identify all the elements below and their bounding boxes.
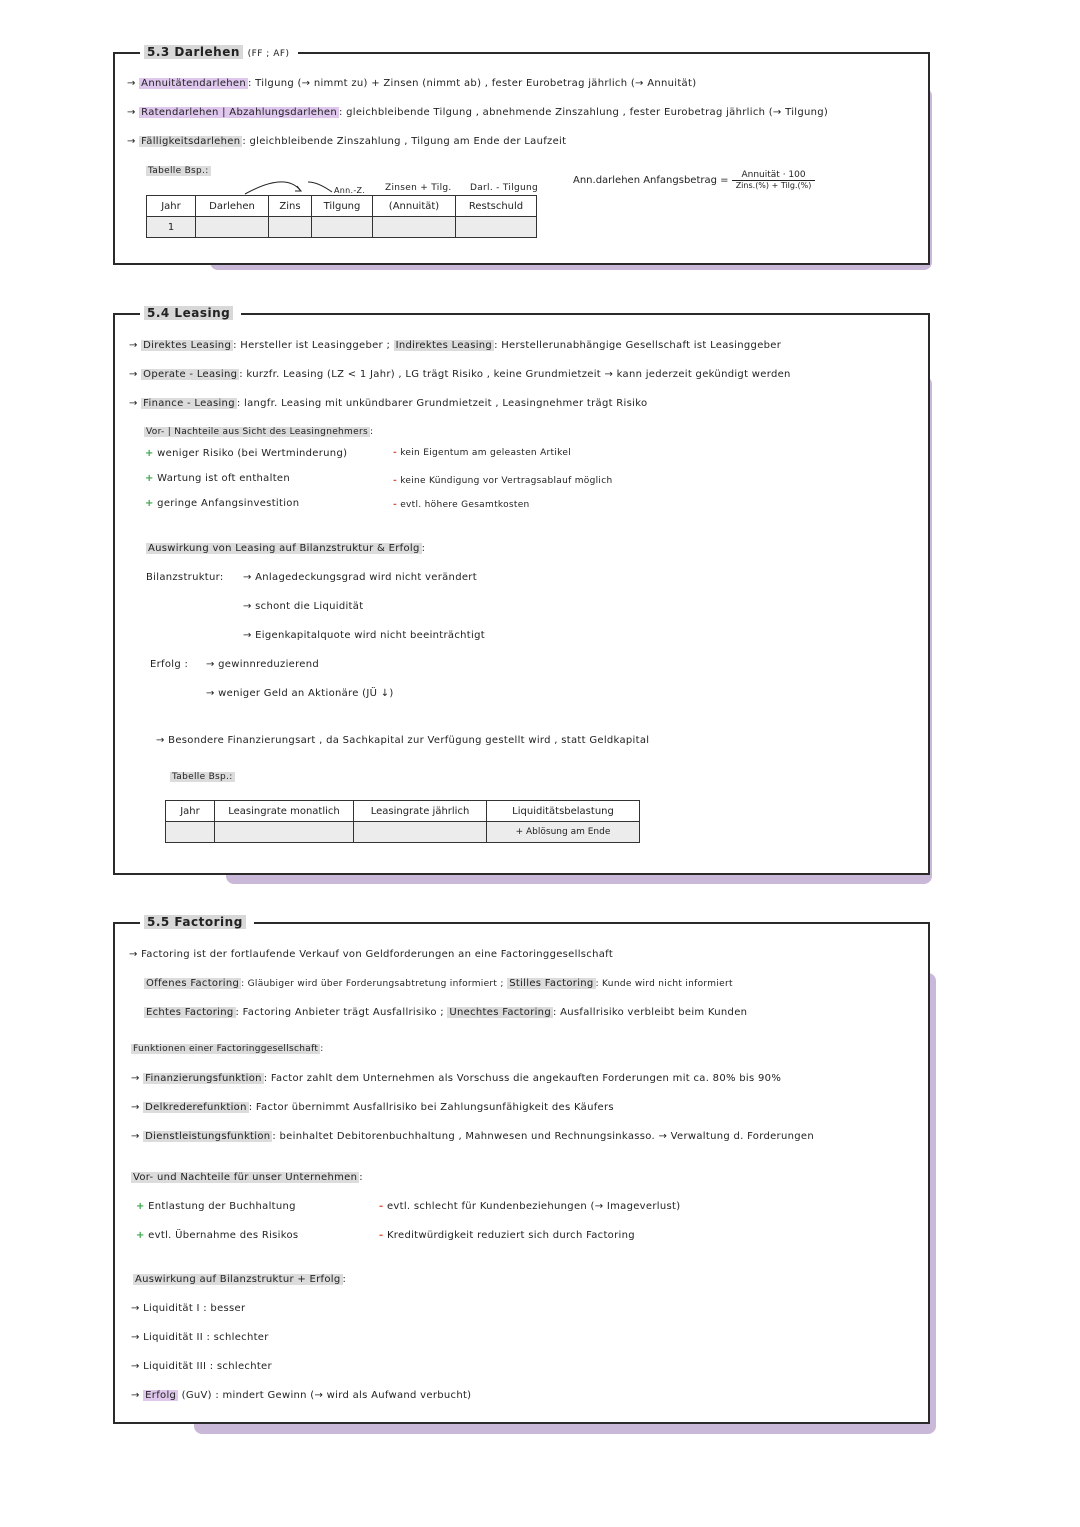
pro-text: Wartung ist oft enthalten bbox=[157, 473, 290, 484]
cell bbox=[456, 217, 537, 238]
term: Ratendarlehen | Abzahlungsdarlehen bbox=[141, 107, 337, 118]
pro-item: + Entlastung der Buchhaltung bbox=[136, 1201, 296, 1212]
subheading-text: Auswirkung auf Bilanzstruktur + Erfolg bbox=[135, 1274, 341, 1285]
subheading-text: Funktionen einer Factoringgesellschaft bbox=[133, 1044, 319, 1054]
bilanz-item: → Anlagedeckungsgrad wird nicht verändert bbox=[243, 572, 477, 583]
term: Offenes Factoring bbox=[146, 978, 240, 989]
erfolg-label: Erfolg : bbox=[150, 659, 189, 670]
con-text: Kreditwürdigkeit reduziert sich durch Factoring bbox=[386, 1230, 635, 1241]
factoring-type-line bbox=[144, 978, 733, 989]
darl-tilgung-label: Darl. - Tilgung bbox=[470, 183, 539, 193]
table-label bbox=[146, 166, 211, 176]
table-header-row bbox=[166, 801, 640, 822]
intro-line: → Factoring ist der fortlaufende Verkauf von Geldforderungen an eine Factoringgesellschaft bbox=[129, 949, 614, 960]
text: : beinhaltet Debitorenbuchhaltung , Mahnwesen und Rechnungsinkasso. → Verwaltung d. Forderungen bbox=[272, 1131, 814, 1142]
cell bbox=[373, 217, 456, 238]
con-item: - keine Kündigung vor Vertragsablauf möglich bbox=[393, 476, 613, 486]
text: : Factor zahlt dem Unternehmen als Vorschuss die angekauften Forderungen mit ca. 80% bis 90% bbox=[263, 1073, 782, 1084]
table-label-text: Tabelle Bsp.: bbox=[172, 772, 233, 782]
annuity-formula bbox=[573, 170, 815, 190]
besonders-note: → Besondere Finanzierungsart , da Sachkapital zur Verfügung gestellt wird , statt Geldkapital bbox=[156, 735, 650, 746]
cell: 1 bbox=[147, 217, 196, 238]
pro-item: + evtl. Übernahme des Risikos bbox=[136, 1230, 299, 1241]
con-item: - Kreditwürdigkeit reduziert sich durch Factoring bbox=[379, 1230, 635, 1241]
bilanz-item: → Eigenkapitalquote wird nicht beeinträchtigt bbox=[243, 630, 485, 641]
text: : kurzfr. Leasing (LZ < 1 Jahr) , LG trägt Risiko , keine Grundmietzeit → kann jederzeit gekündigt werden bbox=[239, 369, 791, 380]
section-title bbox=[140, 306, 241, 320]
formula-denominator: Zins.(%) + Tilg.(%) bbox=[735, 181, 812, 190]
subheading: Vor- und Nachteile für unser Unternehmen : bbox=[133, 1172, 363, 1183]
section-title bbox=[140, 45, 298, 59]
text: : langfr. Leasing mit unkündbarer Grundmietzeit , Leasingnehmer trägt Risiko bbox=[236, 398, 648, 409]
text: : Tilgung (→ nimmt zu) + Zinsen (nimmt ab) , fester Eurobetrag jährlich (→ Annuität) bbox=[248, 78, 697, 89]
section-title-text: 5.4 Leasing bbox=[144, 306, 233, 320]
pro-item: + geringe Anfangsinvestition bbox=[145, 498, 300, 509]
leasing-table bbox=[165, 800, 640, 843]
ann-label: Ann.-Z. bbox=[334, 186, 366, 195]
header-cell: Jahr bbox=[166, 801, 215, 822]
function-line: → Finanzierungsfunktion : Factor zahlt dem Unternehmen als Vorschuss die angekauften Forderungen mit ca. 80% bis 90% bbox=[131, 1073, 782, 1084]
bullet-line: → Fälligkeitsdarlehen : gleichbleibende Zinszahlung , Tilgung am Ende der Laufzeit bbox=[127, 136, 567, 147]
header-cell: Leasingrate monatlich bbox=[215, 801, 354, 822]
subheading: Auswirkung auf Bilanzstruktur + Erfolg : bbox=[135, 1274, 347, 1285]
term: Stilles Factoring bbox=[509, 978, 594, 989]
text: : Kunde wird nicht informiert bbox=[595, 979, 733, 989]
term: Erfolg bbox=[145, 1390, 177, 1401]
pro-text: Entlastung der Buchhaltung bbox=[148, 1201, 296, 1212]
subheading: Funktionen einer Factoringgesellschaft : bbox=[133, 1044, 324, 1054]
section-title bbox=[140, 915, 254, 929]
text: : gleichbleibende Tilgung , abnehmende Zinszahlung , fester Eurobetrag jährlich (→ Tilgung) bbox=[338, 107, 829, 118]
header-cell: (Annuität) bbox=[373, 196, 456, 217]
text: : Factor übernimmt Ausfallrisiko bei Zahlungsunfähigkeit des Käufers bbox=[248, 1102, 614, 1113]
liquidity-line: → Liquidität III : schlechter bbox=[131, 1361, 272, 1372]
erfolg-item: → gewinnreduzierend bbox=[206, 659, 320, 670]
term: Annuitätendarlehen bbox=[141, 78, 247, 89]
erfolg-line: → Erfolg (GuV) : mindert Gewinn (→ wird als Aufwand verbucht) bbox=[131, 1390, 472, 1401]
pro-item: + weniger Risiko (bei Wertminderung) bbox=[145, 448, 348, 459]
con-item: - evtl. schlecht für Kundenbeziehungen (→ Imageverlust) bbox=[379, 1201, 681, 1212]
bullet-line: → Ratendarlehen | Abzahlungsdarlehen : gleichbleibende Tilgung , abnehmende Zinszahlung , fester Eurobetrag jährlich (→ Tilgung) bbox=[127, 107, 829, 118]
con-text: evtl. höhere Gesamtkosten bbox=[400, 500, 530, 510]
table-header-row bbox=[147, 196, 537, 217]
cell bbox=[196, 217, 269, 238]
bullet-line: → Annuitätendarlehen : Tilgung (→ nimmt zu) + Zinsen (nimmt ab) , fester Eurobetrag jährlich (→ Annuität) bbox=[127, 78, 697, 89]
term: Fälligkeitsdarlehen bbox=[141, 136, 241, 147]
text: : Gläubiger wird über Forderungsabtretung informiert ; bbox=[241, 979, 504, 989]
colon: : bbox=[369, 427, 374, 437]
cell bbox=[312, 217, 373, 238]
cell bbox=[215, 822, 354, 843]
cell bbox=[269, 217, 312, 238]
term: Finance - Leasing bbox=[143, 398, 235, 409]
zinsen-tilg-label: Zinsen + Tilg. bbox=[385, 183, 452, 193]
table-row bbox=[147, 217, 537, 238]
cell: + Ablösung am Ende bbox=[487, 822, 640, 843]
factoring-type-line bbox=[144, 1007, 747, 1018]
text: (GuV) : mindert Gewinn (→ wird als Aufwand verbucht) bbox=[181, 1390, 472, 1401]
text: : Hersteller ist Leasinggeber ; bbox=[233, 340, 391, 351]
bilanz-item: → schont die Liquidität bbox=[243, 601, 364, 612]
term: Unechtes Factoring bbox=[449, 1007, 551, 1018]
subheading-text: Auswirkung von Leasing auf Bilanzstruktur & Erfolg bbox=[148, 543, 420, 554]
formula-numerator: Annuität · 100 bbox=[732, 170, 816, 181]
formula-fraction bbox=[732, 170, 816, 190]
section-title-text: 5.3 Darlehen bbox=[144, 45, 243, 59]
header-cell: Jahr bbox=[147, 196, 196, 217]
erfolg-item: → weniger Geld an Aktionäre (JÜ ↓) bbox=[206, 688, 394, 699]
bullet-line: → Direktes Leasing : Hersteller ist Leasinggeber ; Indirektes Leasing : Herstellerunabhängige Gesellschaft ist Leasinggeber bbox=[129, 340, 782, 351]
function-line: → Dienstleistungsfunktion : beinhaltet Debitorenbuchhaltung , Mahnwesen und Rechnungsinkasso. → Verwaltung d. Forderungen bbox=[131, 1131, 814, 1142]
liquidity-line: → Liquidität II : schlechter bbox=[131, 1332, 269, 1343]
cell bbox=[166, 822, 215, 843]
formula-label: Ann.darlehen Anfangsbetrag = bbox=[573, 175, 729, 186]
con-text: kein Eigentum am geleasten Artikel bbox=[400, 448, 571, 458]
header-cell: Restschuld bbox=[456, 196, 537, 217]
text: : Herstellerunabhängige Gesellschaft ist Leasinggeber bbox=[494, 340, 782, 351]
term: Delkrederefunktion bbox=[145, 1102, 247, 1113]
con-item: - kein Eigentum am geleasten Artikel bbox=[393, 448, 571, 458]
bullet-line: → Finance - Leasing : langfr. Leasing mit unkündbarer Grundmietzeit , Leasingnehmer trägt Risiko bbox=[129, 398, 648, 409]
header-cell: Zins bbox=[269, 196, 312, 217]
table-label-text: Tabelle Bsp.: bbox=[148, 166, 209, 176]
text: : Factoring Anbieter trägt Ausfallrisiko ; bbox=[235, 1007, 444, 1018]
bullet-line: → Operate - Leasing : kurzfr. Leasing (LZ < 1 Jahr) , LG trägt Risiko , keine Grundmietzeit → kann jederzeit gekündigt werden bbox=[129, 369, 791, 380]
text: : Ausfallrisiko verbleibt beim Kunden bbox=[552, 1007, 748, 1018]
term: Indirektes Leasing bbox=[395, 340, 493, 351]
function-line: → Delkrederefunktion : Factor übernimmt Ausfallrisiko bei Zahlungsunfähigkeit des Käufers bbox=[131, 1102, 614, 1113]
section-title-text: 5.5 Factoring bbox=[144, 915, 246, 929]
term: Dienstleistungsfunktion bbox=[145, 1131, 271, 1142]
table-label bbox=[170, 772, 235, 782]
header-cell: Leasingrate jährlich bbox=[354, 801, 487, 822]
term: Operate - Leasing bbox=[143, 369, 238, 380]
pro-text: evtl. Übernahme des Risikos bbox=[148, 1230, 299, 1241]
pro-text: geringe Anfangsinvestition bbox=[157, 498, 300, 509]
con-item: - evtl. höhere Gesamtkosten bbox=[393, 500, 530, 510]
subheading-text: Vor- | Nachteile aus Sicht des Leasingnehmers bbox=[146, 427, 368, 437]
darlehen-table bbox=[146, 195, 537, 238]
bilanz-label: Bilanzstruktur: bbox=[146, 572, 224, 583]
term: Echtes Factoring bbox=[146, 1007, 234, 1018]
arrow-annotation bbox=[240, 174, 340, 196]
cell bbox=[354, 822, 487, 843]
text: : gleichbleibende Zinszahlung , Tilgung am Ende der Laufzeit bbox=[242, 136, 567, 147]
term: Finanzierungsfunktion bbox=[145, 1073, 262, 1084]
con-text: keine Kündigung vor Vertragsablauf möglich bbox=[400, 476, 613, 486]
table-row bbox=[166, 822, 640, 843]
header-cell: Darlehen bbox=[196, 196, 269, 217]
pro-text: weniger Risiko (bei Wertminderung) bbox=[157, 448, 348, 459]
subheading: Auswirkung von Leasing auf Bilanzstruktur & Erfolg : bbox=[148, 543, 426, 554]
con-text: evtl. schlecht für Kundenbeziehungen (→ Imageverlust) bbox=[386, 1201, 681, 1212]
term: Direktes Leasing bbox=[143, 340, 232, 351]
header-cell: Liquiditätsbelastung bbox=[487, 801, 640, 822]
subheading bbox=[144, 427, 373, 437]
section-title-suffix: (FF ; AF) bbox=[247, 49, 290, 59]
liquidity-line: → Liquidität I : besser bbox=[131, 1303, 246, 1314]
header-cell: Tilgung bbox=[312, 196, 373, 217]
pro-item: + Wartung ist oft enthalten bbox=[145, 473, 290, 484]
subheading-text: Vor- und Nachteile für unser Unternehmen bbox=[133, 1172, 358, 1183]
